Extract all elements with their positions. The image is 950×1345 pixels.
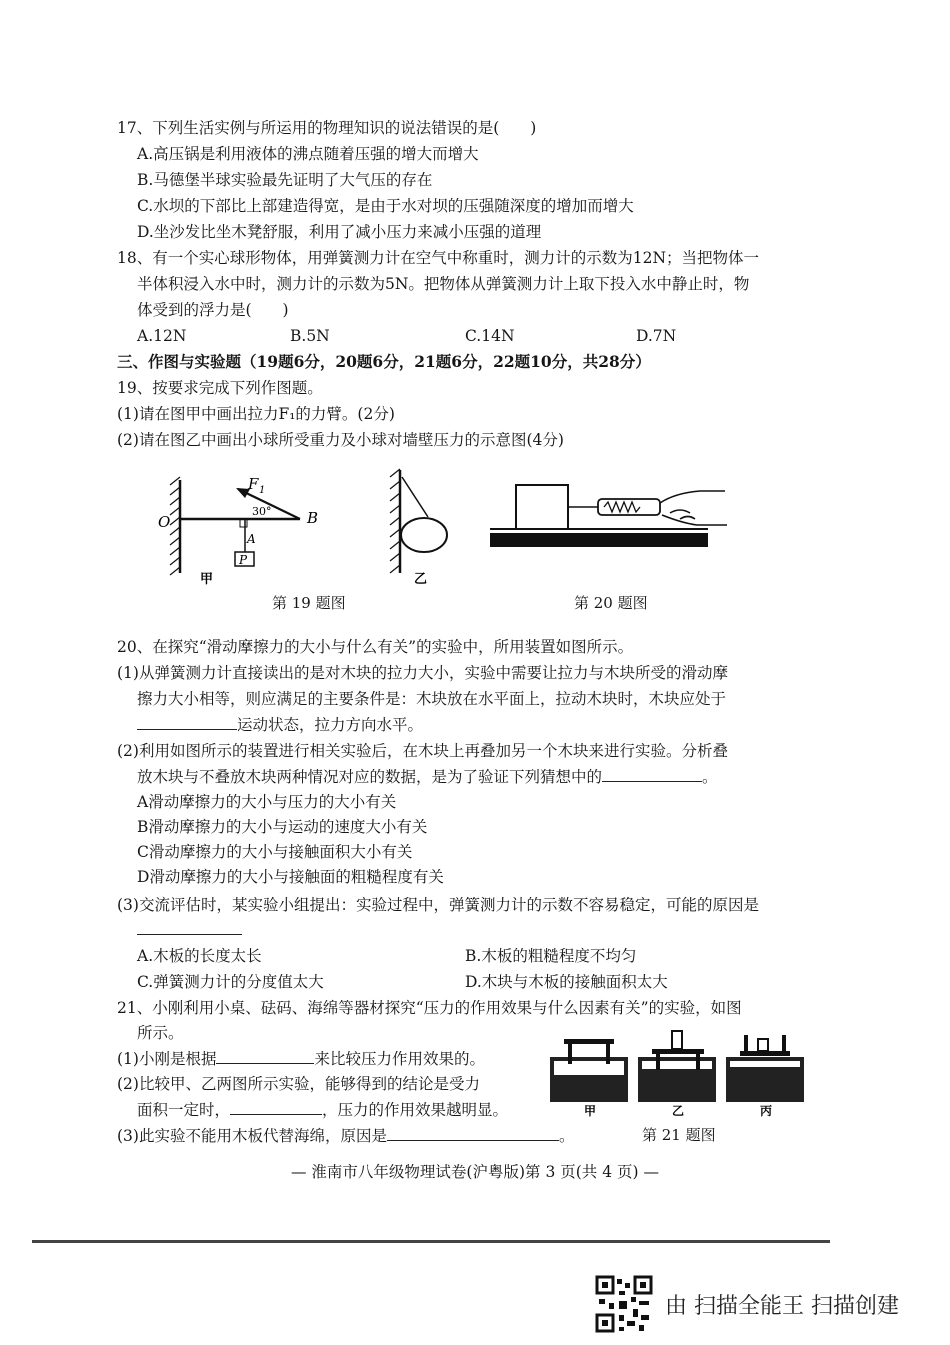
q21-p2-line2: 面积一定时， ，压力的作用效果越明显。 bbox=[137, 1101, 509, 1119]
fig21-jia-label: 甲 bbox=[584, 1104, 597, 1118]
figure-19-caption: 第 19 题图 bbox=[272, 594, 346, 612]
q19-part2: (2)请在图乙中画出小球所受重力及小球对墙壁压力的示意图(4分) bbox=[117, 431, 564, 449]
fig21-yi-label: 乙 bbox=[672, 1104, 685, 1118]
q17-option-d: D.坐沙发比坐木凳舒服，利用了减小压力来减小压强的道理 bbox=[137, 223, 542, 241]
q21-p2-answer-blank[interactable] bbox=[230, 1100, 322, 1115]
page-footer: — 淮南市八年级物理试卷(沪粤版)第 3 页(共 4 页) — bbox=[291, 1163, 659, 1181]
q20-p3-answer-blank[interactable] bbox=[137, 920, 242, 935]
q20-p1-answer-blank[interactable] bbox=[137, 715, 237, 730]
q18-option-b: B.5N bbox=[290, 327, 330, 345]
fig19-yi-label: 乙 bbox=[414, 572, 428, 587]
q17-stem: 17、下列生活实例与所运用的物理知识的说法错误的是( ) bbox=[117, 119, 537, 137]
q18-line2: 半体积浸入水中时，测力计的示数为5N。把物体从弹簧测力计上取下投入水中静止时，物 bbox=[137, 275, 750, 293]
bottom-rule bbox=[32, 1240, 830, 1243]
fig19-jia-wall bbox=[170, 477, 180, 575]
q20-p1-line2: 擦力大小相等，则应满足的主要条件是：木块放在水平面上，拉动木块时，木块应处于 bbox=[137, 690, 727, 708]
q18-option-d: D.7N bbox=[636, 327, 677, 345]
figure-21 bbox=[548, 1025, 808, 1120]
q20-p3-option-c: C.弹簧测力计的分度值太大 bbox=[137, 973, 324, 991]
fig19-a-label: A bbox=[247, 532, 256, 546]
fig19-jia-label: 甲 bbox=[200, 572, 214, 587]
fig19-p-label: P bbox=[239, 553, 248, 567]
q20-p1-line3: 运动状态，拉力方向水平。 bbox=[137, 715, 423, 735]
q20-p2-line2: 放木块与不叠放木块两种情况对应的数据，是为了验证下列猜想中的 。 bbox=[137, 768, 718, 786]
q20-stem: 20、在探究“滑动摩擦力的大小与什么有关”的实验中，所用装置如图所示。 bbox=[117, 638, 634, 656]
fig21-jia bbox=[550, 1039, 628, 1102]
q18-line3: 体受到的浮力是( ) bbox=[137, 301, 289, 319]
q21-stem-line2: 所示。 bbox=[137, 1024, 184, 1042]
fig19-b-label: B bbox=[307, 509, 319, 527]
q18-line1: 18、有一个实心球形物体，用弹簧测力计在空气中称重时，测力计的示数为12N；当把物体一 bbox=[117, 249, 760, 267]
q20-p3-option-d: D.木块与木板的接触面积太大 bbox=[465, 973, 668, 991]
figure-21-caption: 第 21 题图 bbox=[642, 1126, 716, 1144]
q20-p3-option-a: A.木板的长度太长 bbox=[137, 947, 262, 965]
fig19-string bbox=[402, 477, 428, 517]
q20-p2-option-b: B滑动摩擦力的大小与运动的速度大小有关 bbox=[137, 818, 428, 836]
q17-option-c: C.水坝的下部比上部建造得宽，是由于水对坝的压强随深度的增加而增大 bbox=[137, 197, 634, 215]
q20-p2-line1: (2)利用如图所示的装置进行相关实验后，在木块上再叠加另一个木块来进行实验。分析叠 bbox=[117, 742, 728, 760]
fig19-o-label: O bbox=[158, 513, 171, 531]
q19-stem: 19、按要求完成下列作图题。 bbox=[117, 379, 323, 397]
qr-code-icon bbox=[595, 1275, 653, 1333]
figure-19-20 bbox=[150, 455, 730, 590]
q18-option-a: A.12N bbox=[137, 327, 187, 345]
fig21-bing-label: 丙 bbox=[760, 1104, 773, 1118]
fig19-f1-sub: 1 bbox=[259, 485, 266, 496]
q21-p3: (3)此实验不能用木板代替海绵，原因是 。 bbox=[117, 1127, 575, 1145]
fig19-angle-label: 30° bbox=[252, 505, 272, 518]
fig21-bing bbox=[726, 1035, 804, 1102]
fig19-yi-wall bbox=[390, 469, 400, 573]
q21-p3-answer-blank[interactable] bbox=[387, 1126, 559, 1141]
section-3-heading: 三、作图与实验题（19题6分，20题6分，21题6分，22题10分，共28分） bbox=[117, 352, 651, 371]
q20-p3-option-b: B.木板的粗糙程度不均匀 bbox=[465, 947, 637, 965]
figure-20-caption: 第 20 题图 bbox=[574, 594, 648, 612]
q21-p1-answer-blank[interactable] bbox=[216, 1049, 314, 1064]
q20-p3: (3)交流评估时，某实验小组提出：实验过程中，弹簧测力计的示数不容易稳定，可能的原因是 bbox=[117, 896, 759, 914]
q19-part1: (1)请在图甲中画出拉力F₁的力臂。(2分) bbox=[117, 405, 395, 423]
scanner-watermark-text: 由 扫描全能王 扫描创建 bbox=[665, 1294, 899, 1319]
q20-p2-option-c: C滑动摩擦力的大小与接触面积大小有关 bbox=[137, 843, 413, 861]
scanner-watermark bbox=[595, 1275, 935, 1335]
q21-p2-line1: (2)比较甲、乙两图所示实验，能够得到的结论是受力 bbox=[117, 1075, 480, 1093]
q20-p1-line1: (1)从弹簧测力计直接读出的是对木块的拉力大小，实验中需要让拉力与木块所受的滑动摩 bbox=[117, 664, 728, 682]
fig20-apparatus bbox=[490, 485, 727, 547]
q17-option-a: A.高压锅是利用液体的沸点随着压强的增大而增大 bbox=[137, 145, 479, 163]
fig19-ball bbox=[401, 518, 447, 552]
q20-p2-option-d: D滑动摩擦力的大小与接触面的粗糙程度有关 bbox=[137, 868, 444, 886]
fig21-yi bbox=[638, 1031, 716, 1102]
q21-p1: (1)小刚是根据 来比较压力作用效果的。 bbox=[117, 1050, 485, 1068]
q21-stem-line1: 21、小刚利用小桌、砝码、海绵等器材探究“压力的作用效果与什么因素有关”的实验，如图 bbox=[117, 999, 742, 1017]
q18-option-c: C.14N bbox=[465, 327, 515, 345]
fig19-f1-label: F bbox=[248, 475, 259, 493]
q20-p2-answer-blank[interactable] bbox=[602, 767, 702, 782]
q20-p2-option-a: A滑动摩擦力的大小与压力的大小有关 bbox=[137, 793, 397, 811]
q17-option-b: B.马德堡半球实验最先证明了大气压的存在 bbox=[137, 171, 433, 189]
